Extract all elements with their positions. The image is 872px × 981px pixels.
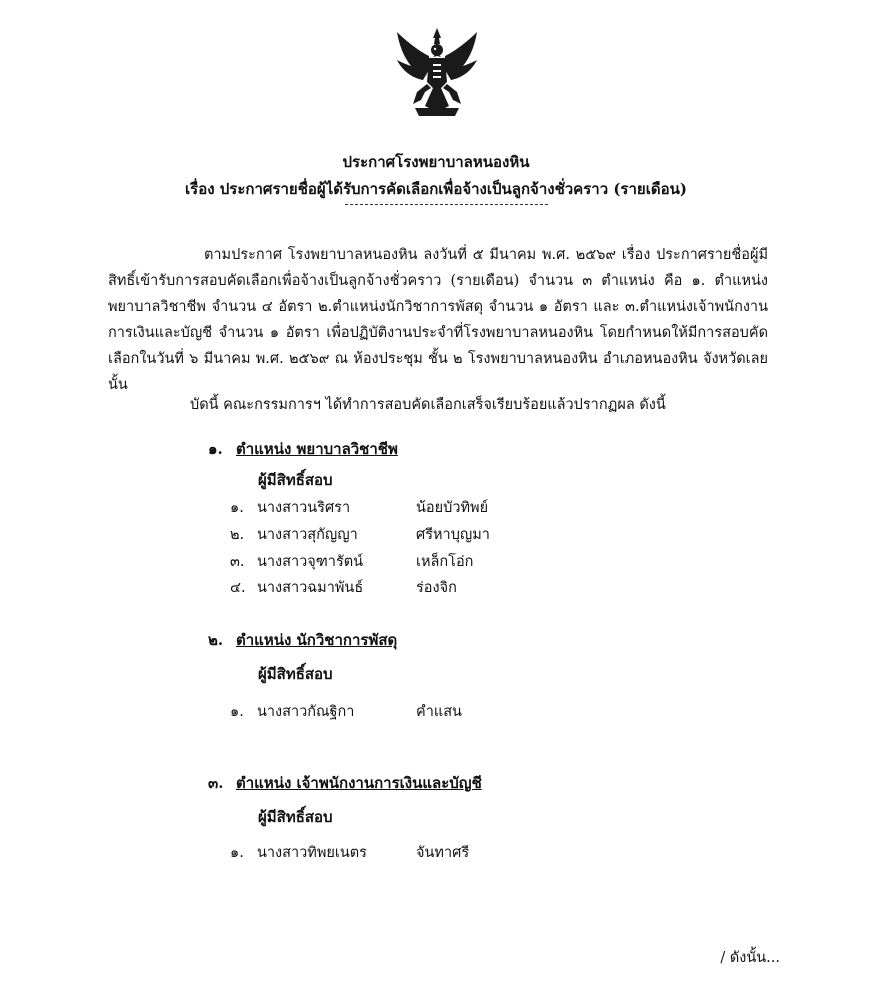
candidate-number: ๑. (230, 500, 244, 516)
announcement-title: ประกาศโรงพยาบาลหนองหิน (342, 153, 530, 171)
section-number: ๓. (208, 774, 224, 792)
section-subheading: ผู้มีสิทธิ์สอบ (258, 808, 333, 826)
section-subheading: ผู้มีสิทธิ์สอบ (258, 471, 333, 489)
candidate-last-name: น้อยบัวทิพย์ (416, 500, 489, 516)
result-paragraph (190, 392, 770, 418)
title-divider (345, 204, 548, 205)
intro-text: ตามประกาศ โรงพยาบาลหนองหิน ลงวันที่ ๕ มีนาคม พ.ศ. ๒๕๖๙ เรื่อง ประกาศรายชื่อผู้มีสิทธิ์เข้ารับการสอบคัดเลือกเพื่อจ้างเป็นลูกจ้างชั่วคราว (รายเดือน) จำนวน ๓ ตำแหน่ง คือ ๑. ตำแหน่งพยาบาลวิชาชีพ จำนวน ๔ อัตรา ๒.ตำแหน่งนักวิชาการพัสดุ จำนวน ๑ อัตรา และ ๓.ตำแหน่งเจ้าพนักงานการเงินและบัญชี จำนวน ๑ อัตรา เพื่อปฏิบัติงานประจำที่โรงพยาบาลหนองหิน โดยกำหนดให้มีการสอบคัดเลือกในวันที่ ๖ มีนาคม พ.ศ. ๒๕๖๙ ณ ห้องประชุม ชั้น ๒ โรงพยาบาลหนองหิน อำเภอหนองหิน จังหวัดเลย นั้น (108, 247, 768, 393)
intro-paragraph (108, 242, 768, 398)
candidate-last-name: ร่องจิก (416, 580, 457, 596)
candidate-first-name: นางสาวนริศรา (257, 500, 351, 516)
candidate-last-name: เหล็กโอ่ก (416, 554, 474, 570)
candidate-first-name: นางสาวฉมาพันธ์ (257, 580, 364, 596)
candidate-last-name: ศรีหาบุญมา (416, 527, 490, 543)
result-text: บัดนี้ คณะกรรมการฯ ได้ทำการสอบคัดเลือกเสร็จเรียบร้อยแล้วปรากฏผล ดังนี้ (190, 397, 666, 413)
announcement-subject: เรื่อง ประกาศรายชื่อผู้ได้รับการคัดเลือกเพื่อจ้างเป็นลูกจ้างชั่วคราว (รายเดือน) (185, 180, 687, 198)
candidate-number: ๒. (230, 527, 245, 543)
section-title: ตำแหน่ง เจ้าพนักงานการเงินและบัญชี (236, 774, 482, 792)
section-number: ๑. (208, 440, 223, 458)
candidate-number: ๓. (230, 554, 245, 570)
candidate-first-name: นางสาวจุฑารัตน์ (257, 554, 364, 570)
continued-marker: / ดังนั้น... (720, 950, 780, 966)
candidate-number: ๑. (230, 704, 244, 720)
candidate-last-name: คำแสน (416, 704, 462, 720)
candidate-number: ๔. (230, 580, 246, 596)
candidate-last-name: จันทาศรี (416, 845, 470, 861)
candidate-first-name: นางสาวทิพยเนตร (257, 845, 367, 861)
candidate-first-name: นางสาวกัณฐิกา (257, 704, 355, 720)
section-title: ตำแหน่ง พยาบาลวิชาชีพ (236, 440, 398, 458)
candidate-number: ๑. (230, 845, 244, 861)
section-subheading: ผู้มีสิทธิ์สอบ (258, 665, 333, 683)
garuda-emblem-icon (393, 26, 481, 120)
candidate-first-name: นางสาวสุกัญญา (257, 527, 358, 543)
section-number: ๒. (208, 631, 224, 649)
section-title: ตำแหน่ง นักวิชาการพัสดุ (236, 631, 398, 649)
